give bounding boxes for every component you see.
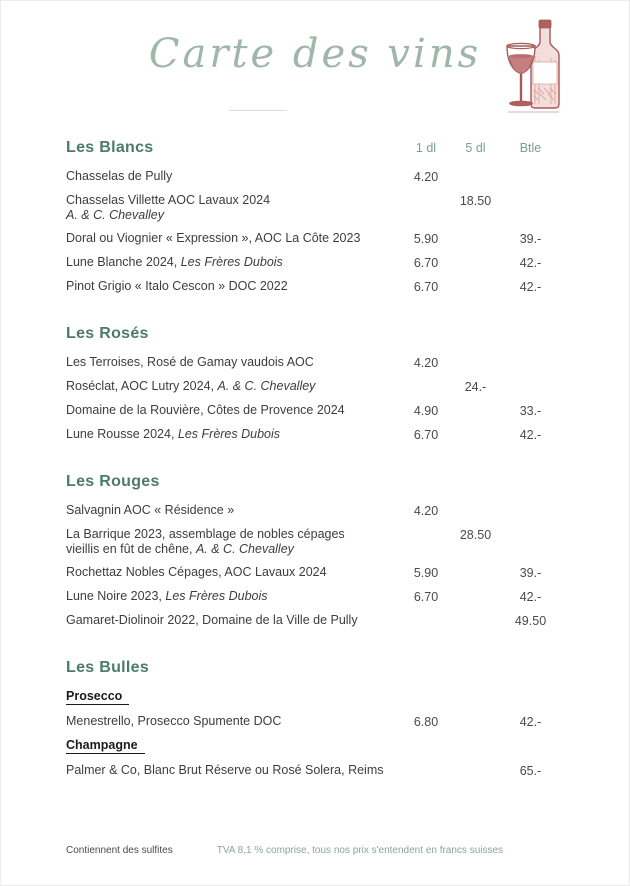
wine-name: Roséclat, AOC Lutry 2024, (66, 379, 218, 393)
wine-item-row (66, 763, 561, 779)
price-btle: 42.- (519, 280, 542, 294)
wine-name-line2: vieillis en fût de chêne, A. & C. Chevalley (66, 542, 294, 556)
wine-glass-and-bottle-icon (504, 16, 562, 118)
price-btle: 39.- (519, 232, 542, 246)
price-5dl (451, 255, 500, 256)
price-5dl: 28.50 (459, 528, 492, 542)
section-les-roses (66, 325, 561, 443)
price-1dl: 6.70 (413, 590, 439, 604)
price-5dl: 24.- (464, 380, 487, 394)
wine-item-row (66, 613, 561, 629)
wine-name: Salvagnin AOC « Résidence » (66, 503, 235, 517)
wine-item-row (66, 379, 561, 395)
wine-item-row (66, 255, 561, 271)
price-1dl (401, 527, 451, 528)
wine-item-row (66, 231, 561, 247)
section-les-bulles (66, 659, 561, 779)
price-5dl (451, 589, 500, 590)
column-header-5dl: 5 dl (465, 141, 486, 155)
section-les-rouges (66, 473, 561, 629)
subsection-label-prosecco: Prosecco (66, 689, 561, 704)
column-header-btle: Btle (519, 141, 542, 155)
price-1dl: 6.70 (413, 280, 439, 294)
price-btle: 33.- (519, 404, 542, 418)
wine-name: La Barrique 2023, assemblage de nobles cépages (66, 527, 345, 541)
price-btle (500, 503, 561, 504)
wine-name: Gamaret-Diolinoir 2022, Domaine de la Ville de Pully (66, 613, 358, 627)
wine-name: Domaine de la Rouvière, Côtes de Provence 2024 (66, 403, 345, 417)
wine-name: Lune Blanche 2024, (66, 255, 181, 269)
price-btle (500, 527, 561, 528)
section-les-blancs (66, 139, 561, 295)
wine-item-row (66, 589, 561, 605)
price-1dl (401, 613, 451, 614)
page-title: Carte des vins (148, 31, 482, 77)
wine-item-row (66, 169, 561, 185)
price-1dl (401, 763, 451, 764)
wine-item-row (66, 279, 561, 295)
price-1dl (401, 379, 451, 380)
price-1dl: 5.90 (413, 232, 439, 246)
wine-producer: A. & C. Chevalley (66, 208, 164, 222)
menu-content (66, 139, 561, 779)
price-1dl: 6.80 (413, 715, 439, 729)
price-1dl: 4.90 (413, 404, 439, 418)
tva-note: TVA 8,1 % comprise, tous nos prix s'entendent en francs suisses (216, 845, 504, 856)
price-1dl: 6.70 (413, 428, 439, 442)
price-btle: 42.- (519, 256, 542, 270)
wine-name-line2 (66, 208, 391, 223)
wine-name: Rochettaz Nobles Cépages, AOC Lavaux 2024 (66, 565, 327, 579)
price-5dl (451, 565, 500, 566)
title-flourish-line (229, 110, 287, 111)
wine-producer: Les Frères Dubois (177, 427, 281, 441)
wine-name: Palmer & Co, Blanc Brut Réserve ou Rosé Solera, Reims (66, 763, 384, 777)
wine-name: Pinot Grigio « Italo Cescon » DOC 2022 (66, 279, 288, 293)
price-btle (500, 379, 561, 380)
price-5dl (451, 403, 500, 404)
wine-producer: A. & C. Chevalley (195, 542, 294, 556)
price-1dl: 4.20 (413, 356, 439, 370)
section-heading-les-rouges: Les Rouges (66, 473, 160, 490)
price-btle: 39.- (519, 566, 542, 580)
price-5dl (451, 427, 500, 428)
price-5dl: 18.50 (459, 194, 492, 208)
price-5dl (451, 503, 500, 504)
wine-name: Chasselas Villette AOC Lavaux 2024 (66, 193, 271, 207)
wine-name: Lune Rousse 2024, (66, 427, 178, 441)
wine-item-row (66, 565, 561, 581)
wine-name: Doral ou Viognier « Expression », AOC La Côte 2023 (66, 231, 361, 245)
section-heading-les-blancs: Les Blancs (66, 139, 154, 156)
price-1dl: 4.20 (413, 170, 439, 184)
section-heading-les-bulles: Les Bulles (66, 659, 150, 676)
wine-producer: A. & C. Chevalley (217, 379, 316, 393)
sulfites-note: Contiennent des sulfites (66, 845, 173, 856)
wine-name: Menestrello, Prosecco Spumente DOC (66, 714, 282, 728)
wine-name: Lune Noire 2023, (66, 589, 166, 603)
price-btle: 65.- (519, 764, 542, 778)
price-btle (500, 169, 561, 170)
price-5dl (451, 355, 500, 356)
wine-producer: Les Frères Dubois (180, 255, 283, 269)
price-1dl: 4.20 (413, 504, 439, 518)
price-1dl: 5.90 (413, 566, 439, 580)
wine-name: Les Terroises, Rosé de Gamay vaudois AOC (66, 355, 314, 369)
price-btle: 42.- (519, 590, 542, 604)
price-5dl (451, 714, 500, 715)
wine-item-row (66, 503, 561, 519)
subsection-label-champagne: Champagne (66, 738, 561, 753)
price-btle (500, 355, 561, 356)
price-btle: 49.50 (514, 614, 547, 628)
price-btle (500, 193, 561, 194)
wine-item-row (66, 403, 561, 419)
wine-item-row (66, 714, 561, 730)
menu-header (1, 1, 629, 139)
wine-item-row (66, 193, 561, 223)
menu-footer (66, 845, 503, 856)
price-5dl (451, 613, 500, 614)
section-heading-les-roses: Les Rosés (66, 325, 149, 342)
price-1dl (401, 193, 451, 194)
column-header-1dl: 1 dl (415, 141, 437, 155)
wine-item-row (66, 427, 561, 443)
price-5dl (451, 169, 500, 170)
wine-item-row (66, 355, 561, 371)
price-5dl (451, 279, 500, 280)
price-5dl (451, 231, 500, 232)
wine-producer: Les Frères Dubois (165, 589, 268, 603)
price-btle: 42.- (519, 428, 542, 442)
wine-name: Chasselas de Pully (66, 169, 173, 183)
price-1dl: 6.70 (413, 256, 439, 270)
wine-item-row (66, 527, 561, 557)
price-5dl (451, 763, 500, 764)
price-btle: 42.- (519, 715, 542, 729)
